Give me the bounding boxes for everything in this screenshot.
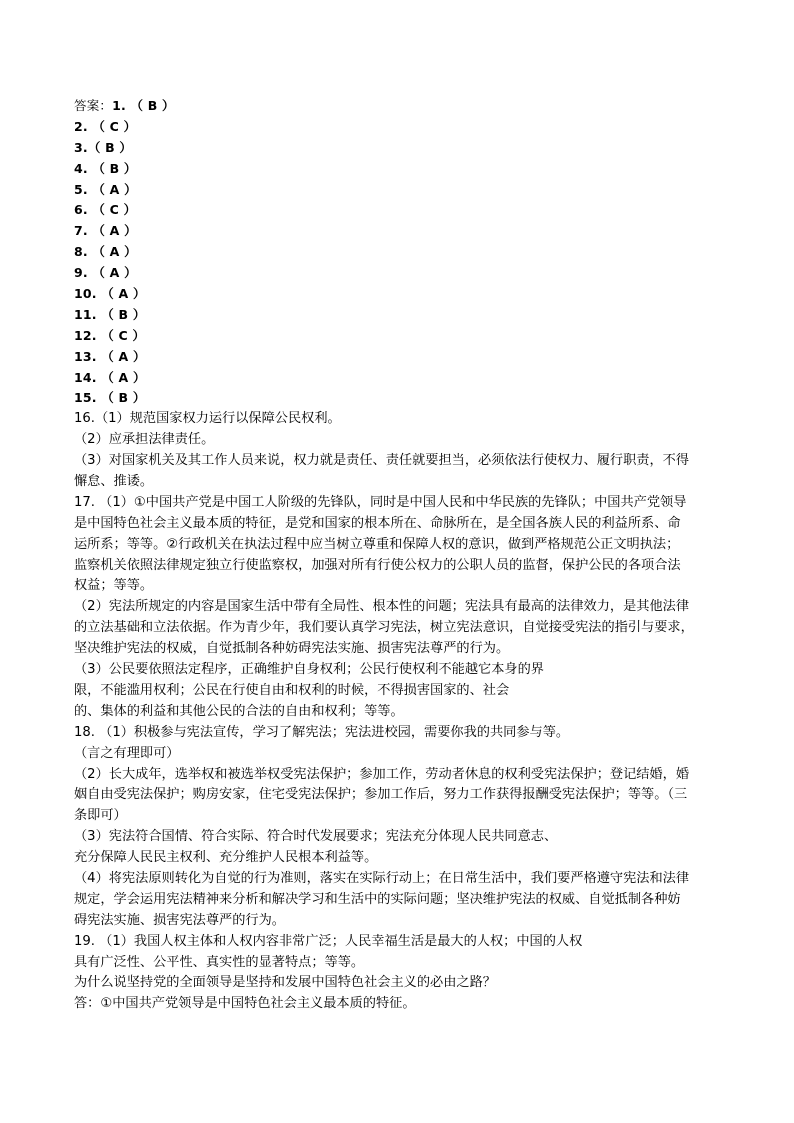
answer-text-line: 的、集体的利益和其他公民的合法的自由和权利；等等。 xyxy=(74,703,404,719)
mc-answer: 12. （ C ） xyxy=(74,327,146,343)
answer-text-line: （言之有理即可） xyxy=(74,745,180,761)
question-line: 为什么说坚持党的全面领导是坚持和发展中国特色社会主义的必由之路？ xyxy=(74,975,496,991)
answer-text-line: 16.（1）规范国家权力运行以保障公民权利。 xyxy=(74,411,341,427)
mc-answer: 3.（ B ） xyxy=(74,139,133,155)
answer-text-line: 答：①中国共产党领导是中国特色社会主义最本质的特征。 xyxy=(74,996,416,1012)
answer-text-line: 是中国特色社会主义最本质的特征，是党和国家的根本所在、命脉所在，是全国各族人民的利益所系、命 xyxy=(74,515,681,531)
mc-answer: 7. （ A ） xyxy=(74,223,137,239)
answer-text-line: 19. （1）我国人权主体和人权内容非常广泛；人民幸福生活是最大的人权；中国的人权 xyxy=(74,933,583,949)
answer-text-line: 17. （1）①中国共产党是中国工人阶级的先锋队，同时是中国人民和中华民族的先锋队；中国共产党领导 xyxy=(74,494,687,510)
answer-text-line: 限，不能滥用权利；公民在行使自由和权利的时候，不得损害国家的、社会 xyxy=(74,682,510,698)
mc-answer: 1. （ B ） xyxy=(112,98,175,113)
answer-text-line: （3）公民要依照法定程序，正确维护自身权利；公民行使权利不能越它本身的界 xyxy=(74,662,544,678)
mc-answer: 11. （ B ） xyxy=(74,306,146,322)
answer-text-line: 权益；等等。 xyxy=(74,578,154,594)
mc-answer: 5. （ A ） xyxy=(74,181,137,197)
answer-text-line: 的立法基础和立法依据。作为青少年，我们要认真学习宪法，树立宪法意识，自觉接受宪法的指引与要求， xyxy=(74,620,694,636)
mc-answer: 8. （ A ） xyxy=(74,244,137,260)
answer-text-line: （3）宪法符合国情、符合实际、符合时代发展要求；宪法充分体现人民共同意志、 xyxy=(74,829,558,845)
answer-label: 答案： xyxy=(74,98,113,113)
answer-text-line: 充分保障人民民主权利、充分维护人民根本利益等。 xyxy=(74,850,378,866)
answer-text-line: （2）宪法所规定的内容是国家生活中带有全局性、根本性的问题；宪法具有最高的法律效力，是其他法律 xyxy=(74,599,690,615)
mc-answer: 15. （ B ） xyxy=(74,390,146,406)
mc-answer: 4. （ B ） xyxy=(74,160,137,176)
answer-text-line: 18. （1）积极参与宪法宣传，学习了解宪法；宪法进校园，需要你我的共同参与等。 xyxy=(74,724,570,740)
answer-text-line: 规定，学会运用宪法精神来分析和解决学习和生活中的实际问题；坚决维护宪法的权威、自觉抵制各种妨 xyxy=(74,891,681,907)
mc-answer: 9. （ A ） xyxy=(74,265,137,281)
mc-answer: 10. （ A ） xyxy=(74,286,146,302)
answer-text-line: 具有广泛性、公平性、真实性的显著特点；等等。 xyxy=(74,954,365,970)
mc-answer: 13. （ A ） xyxy=(74,348,146,364)
answer-text-line: 条即可） xyxy=(74,808,127,824)
mc-answer: 2. （ C ） xyxy=(74,118,137,134)
answer-text-line: 碍宪法实施、损害宪法尊严的行为。 xyxy=(74,912,285,928)
answer-text-line: （2）应承担法律责任。 xyxy=(74,432,215,448)
answer-text-line: （2）长大成年，选举权和被选举权受宪法保护；参加工作，劳动者休息的权利受宪法保护；登记结婚，婚 xyxy=(74,766,690,782)
mc-answer: 14. （ A ） xyxy=(74,369,146,385)
answer-text-line: （3）对国家机关及其工作人员来说，权力就是责任、责任就要担当，必须依法行使权力、履行职责，不得 xyxy=(74,453,690,469)
mc-answer: 6. （ C ） xyxy=(74,202,137,218)
answer-text-line: 懈怠、推诿。 xyxy=(74,474,154,490)
answer-document xyxy=(74,96,734,1015)
answer-text-line: 姻自由受宪法保护；购房安家，住宅受宪法保护；参加工作后，努力工作获得报酬受宪法保护；等等。（三 xyxy=(74,787,688,803)
mc-answer-line xyxy=(74,96,734,117)
answer-text-line: （4）将宪法原则转化为自觉的行为准则，落实在实际行动上；在日常生活中，我们要严格遵守宪法和法律 xyxy=(74,870,690,886)
answer-text-line: 监察机关依照法律规定独立行使监察权，加强对所有行使公权力的公职人员的监督，保护公民的各项合法 xyxy=(74,557,681,573)
answer-text-line: 坚决维护宪法的权威，自觉抵制各种妨碍宪法实施、损害宪法尊严的行为。 xyxy=(74,641,510,657)
answer-text-line: 运所系；等等。②行政机关在执法过程中应当树立尊重和保障人权的意识，做到严格规范公正文明执法； xyxy=(74,536,680,552)
